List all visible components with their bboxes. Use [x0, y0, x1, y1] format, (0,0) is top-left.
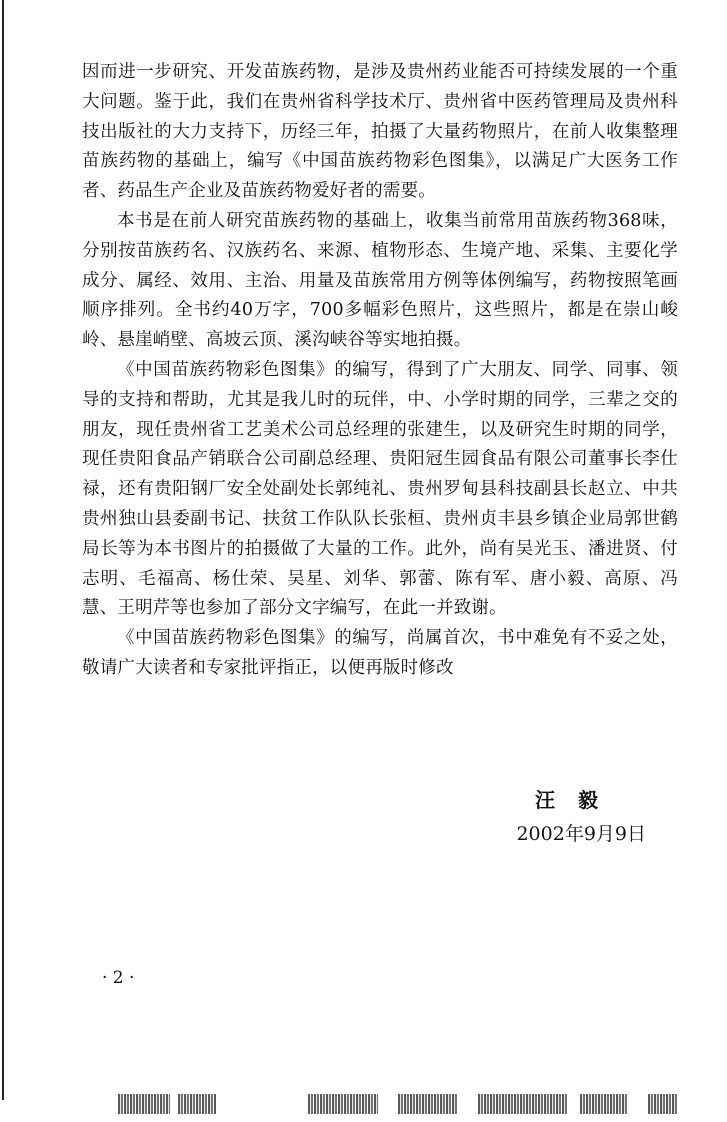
paragraph-closing: 《中国苗族药物彩色图集》的编写，尚属首次，书中难免有不妥之处，敬请广大读者和专家批评指正，以便再版时修改	[82, 628, 678, 678]
scan-artifact	[398, 1094, 458, 1114]
scan-artifact-strip	[118, 1090, 688, 1118]
scan-binding-edge	[2, 0, 4, 1100]
paragraph-acknowledgements: 《中国苗族药物彩色图集》的编写，得到了广大朋友、同学、同事、领导的支持和帮助，尤其是我儿时的玩伴，中、小学时期的同学，三辈之交的朋友，现任贵州省工艺美术公司总经理的张建生，以及研究生时期的同学，现任贵阳食品产销联合公司副总经理、贵阳冠生园食品有限公司董事长李仕禄，还有贵阳钢厂安全处副处长郭纯礼、贵州罗甸县科技副县长赵立、中共贵州独山县委副书记、扶贫工作队队长张桓、贵州贞丰县乡镇企业局郭世鹤局长等为本书图片的拍摄做了大量的工作。此外，尚有吴光玉、潘进贤、付志明、毛福高、杨仕荣、吴星、刘华、郭蕾、陈有军、唐小毅、高原、冯慧、王明芹等也参加了部分文字编写，在此一并致谢。	[82, 359, 678, 619]
preface-body	[82, 58, 678, 684]
scan-artifact	[648, 1094, 678, 1114]
paragraph-book-content: 本书是在前人研究苗族药物的基础上，收集当前常用苗族药物368味，分别按苗族药名、汉族药名、来源、植物形态、生境产地、采集、主要化学成分、属经、效用、主治、用量及苗族常用方例等体例编写，药物按照笔画顺序排列。全书约40万字，700多幅彩色照片，这些照片，都是在崇山峻岭、悬崖峭壁、高坡云顶、溪沟峡谷等实地拍摄。	[82, 210, 678, 351]
author-name: 汪 毅	[535, 788, 606, 812]
paragraph-continuation: 因而进一步研究、开发苗族药物，是涉及贵州药业能否可持续发展的一个重大问题。鉴于此，我们在贵州省科学技术厅、贵州省中医药管理局及贵州科技出版社的大力支持下，历经三年，拍摄了大量药物照片，在前人收集整理苗族药物的基础上，编写《中国苗族药物彩色图集》，以满足广大医务工作者、药品生产企业及苗族药物爱好者的需要。	[82, 62, 678, 202]
scan-artifact	[478, 1094, 568, 1114]
scan-artifact	[308, 1094, 378, 1114]
scan-artifact	[118, 1094, 170, 1114]
scan-artifact	[580, 1094, 628, 1114]
page-number: · 2 ·	[102, 968, 135, 988]
signature-block	[516, 783, 646, 851]
signature-date: 2002年9月9日	[516, 823, 646, 845]
scan-artifact	[178, 1094, 216, 1114]
